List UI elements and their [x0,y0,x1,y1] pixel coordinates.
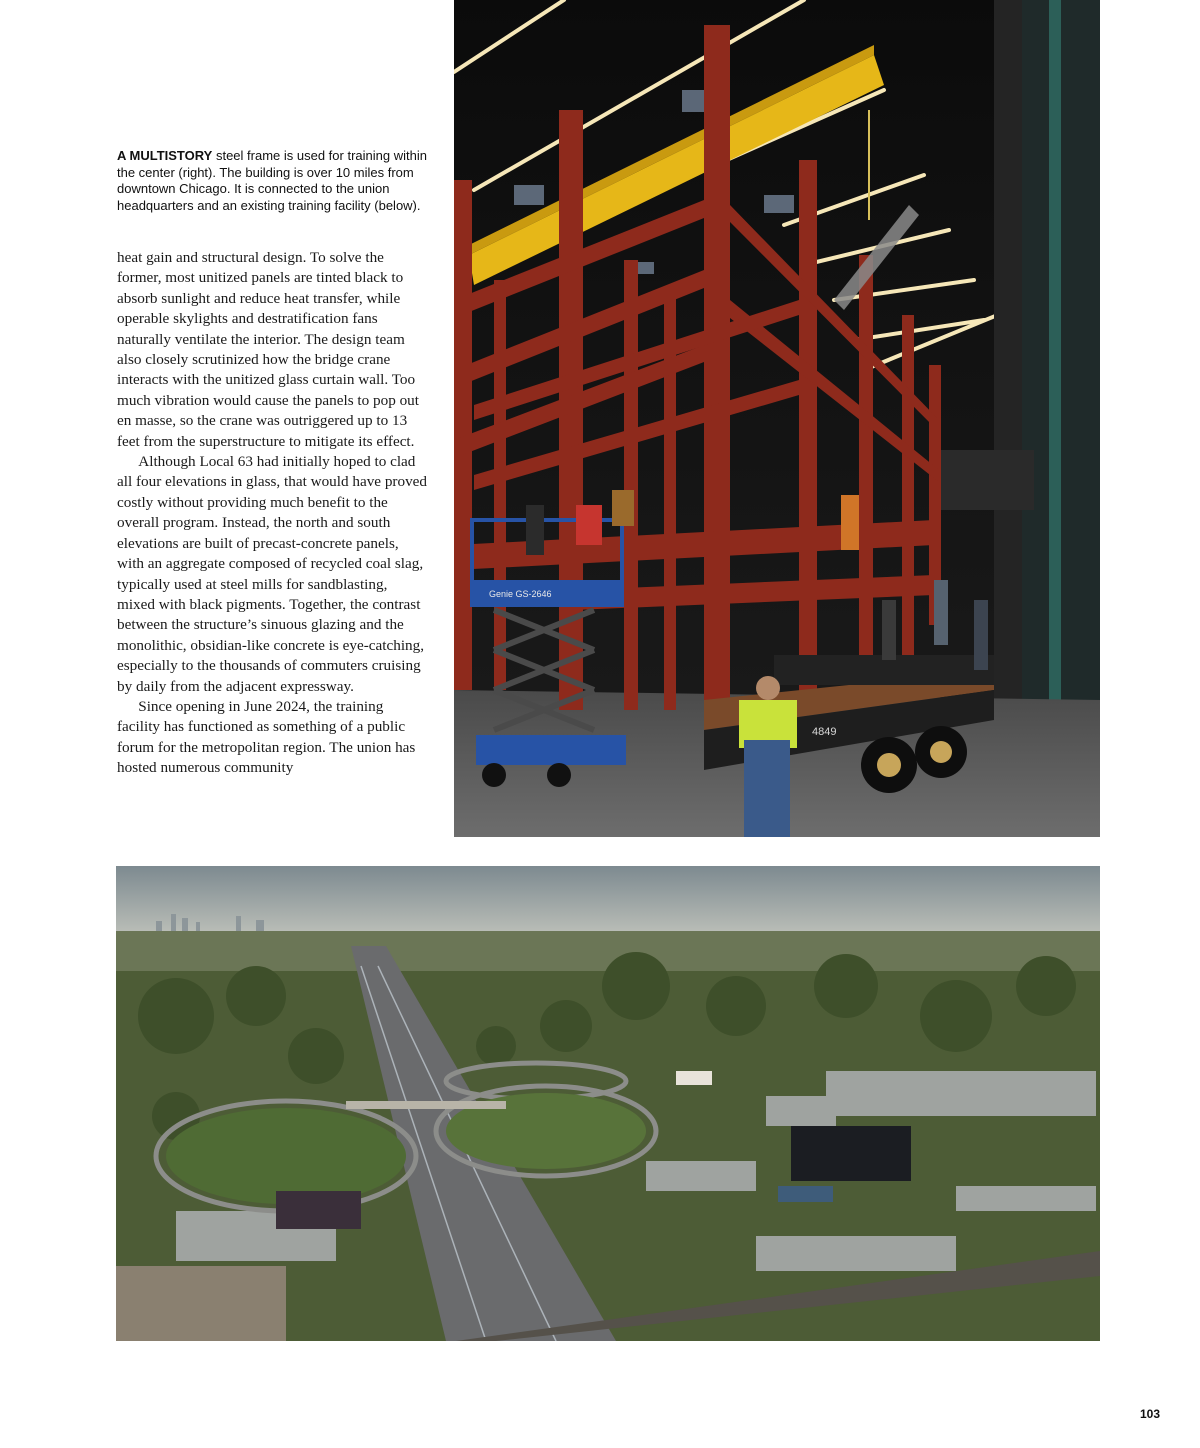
photo-caption [117,148,429,214]
article-body [117,248,429,779]
aerial-illustration [116,866,1100,1341]
steel-frame-training-photo [454,0,1100,837]
body-paragraph-2: Although Local 63 had initially hoped to clad all four elevations in glass, that would have proved costly without providing much benefit to the overall program. Instead, the north and south elevations are built of precast-concrete panels, with an aggregate composed of recycled coal slag, typically used at steel mills for sandblasting, mixed with black pigments. Together, the contrast between the structure’s sinuous glazing and the monolithic, obsidian-like concrete is eye-catching, especially to the thousands of commuters cruising by daily from the adjacent expressway. [117,453,428,695]
lift-label: Genie GS-2646 [489,589,552,599]
body-paragraph-1: heat gain and structural design. To solve the former, most unitized panels are tinted black to absorb sunlight and reduce heat transfer, while operable skylights and destratification fans naturally ventilate the interior. The design team also closely scrutinized how the bridge crane interacts with the unitized glass curtain wall. Too much vibration would cause the panels to pop out en masse, so the crane was outriggered up to 13 feet from the superstructure to mitigate its effect. [117,249,419,450]
body-paragraph-3: Since opening in June 2024, the training facility has functioned as something of a public forum for the metropolitan region. The union has hosted numerous community [117,697,416,777]
trailer-number: 4849 [812,726,837,738]
steel-frame-illustration [454,0,1100,837]
caption-text: steel frame is used for training within the center (right). The building is over 10 miles from downtown Chicago. It is connected to the union headquarters and an existing training facility (below). [117,148,427,213]
caption-lead: A MULTISTORY [117,148,213,163]
training-center-building [791,1126,911,1181]
page-number: 103 [1139,1407,1160,1421]
aerial-expressway-photo [116,866,1100,1341]
billboard [276,1191,361,1229]
